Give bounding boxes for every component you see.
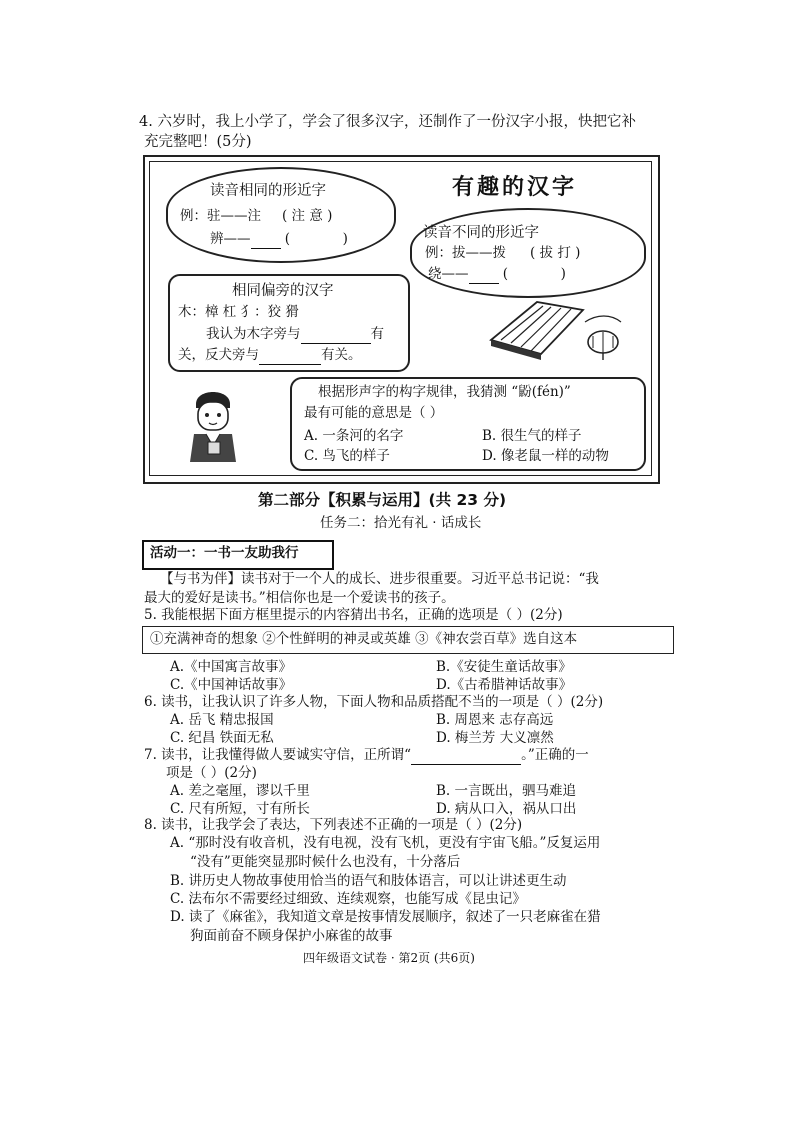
- part2-heading: 第二部分【积累与运用】(共 23 分): [258, 491, 507, 509]
- q5-option-a[interactable]: A.《中国寓言故事》: [170, 659, 293, 675]
- q4-line2: 充完整吧！(5分): [144, 134, 252, 150]
- diff-sound-blank[interactable]: [469, 283, 499, 284]
- q8-stem: 8. 读书，让我学会了表达，下列表述不正确的一项是（ ）(2分): [144, 817, 523, 833]
- radical-line2-a: 我认为木字旁与: [206, 326, 301, 342]
- q4-line1: 4. 六岁时，我上小学了，学会了很多汉字，还制作了一份汉字小报，快把它补: [139, 114, 636, 130]
- radical-line1: 木：樟 杠 犭：狡 猾: [178, 304, 299, 320]
- guess-option-a[interactable]: A. 一条河的名字: [304, 428, 404, 444]
- diff-sound-line2: [428, 264, 566, 284]
- q6-stem: 6. 读书，让我认识了许多人物，下面人物和品质搭配不当的一项是（ ）(2分): [144, 694, 604, 710]
- radical-line2-b: 有: [370, 326, 384, 342]
- poster-title: 有趣的汉字: [452, 174, 578, 200]
- same-sound-heading: 读音相同的形近字: [210, 183, 326, 199]
- q5-option-d[interactable]: D.《古希腊神话故事》: [436, 677, 573, 693]
- same-sound-blank[interactable]: [251, 248, 281, 249]
- q7-blank[interactable]: [411, 764, 521, 765]
- q7-option-a[interactable]: A. 差之毫厘，谬以千里: [170, 783, 310, 799]
- q5-hint-text: ①充满神奇的想象 ②个性鲜明的神灵或英雄 ③《神农尝百草》选自这本: [150, 631, 578, 647]
- page-footer: 四年级语文试卷 · 第2页 (共6页): [303, 951, 475, 965]
- diff-sound-line2-label: 绕——: [428, 266, 469, 282]
- same-sound-example: 例：驻——注: [180, 208, 261, 224]
- radical-line3-b: 有关。: [321, 347, 362, 363]
- q7-option-d[interactable]: D. 病从口入，祸从口出: [436, 801, 577, 817]
- diff-sound-example: 例：拔——拨: [425, 245, 506, 261]
- same-sound-paren-close: ): [342, 231, 348, 247]
- radical-blank-2[interactable]: [259, 364, 321, 365]
- diff-sound-paren-open: (: [502, 266, 509, 282]
- q6-option-d[interactable]: D. 梅兰芳 大义凛然: [436, 730, 554, 746]
- guess-option-c[interactable]: C. 鸟飞的样子: [304, 448, 390, 464]
- q5-option-c[interactable]: C.《中国神话故事》: [170, 677, 293, 693]
- q8-option-d-line1[interactable]: D. 读了《麻雀》，我知道文章是按事情发展顺序，叙述了一只老麻雀在猎: [170, 909, 601, 925]
- radical-line3: [178, 345, 362, 365]
- diff-sound-heading: 读音不同的形近字: [423, 225, 539, 241]
- q5-stem: 5. 我能根据下面方框里提示的内容猜出书名，正确的选项是（ ）(2分): [144, 607, 563, 623]
- bamboo-book-illustration: [485, 296, 635, 362]
- same-sound-paren-open: (: [284, 231, 291, 247]
- same-sound-example-answer: ( 注 意 ): [282, 208, 333, 224]
- q5-option-b[interactable]: B.《安徒生童话故事》: [436, 659, 572, 675]
- radical-line2: [206, 324, 384, 344]
- q7-stem-b: 。”正确的一: [521, 747, 589, 763]
- same-sound-line2: [210, 229, 348, 249]
- intro-line2: 最大的爱好是读书。”相信你也是一个爱读书的孩子。: [144, 590, 455, 606]
- q8-option-b[interactable]: B. 讲历史人物故事使用恰当的语气和肢体语言，可以让讲述更生动: [170, 873, 567, 889]
- q8-option-c[interactable]: C. 法布尔不需要经过细致、连续观察，也能写成《昆虫记》: [170, 891, 526, 907]
- intro-line1: 【与书为伴】读书对于一个人的成长、进步很重要。习近平总书记说：“我: [160, 571, 599, 587]
- diff-sound-example-answer: ( 拔 打 ): [530, 245, 581, 261]
- q7-option-c[interactable]: C. 尺有所短，寸有所长: [170, 801, 310, 817]
- same-sound-line2-label: 辨——: [210, 231, 251, 247]
- q7-option-b[interactable]: B. 一言既出，驷马难追: [436, 783, 577, 799]
- q8-option-a-line1[interactable]: A. “那时没有收音机，没有电视，没有飞机，更没有宇宙飞船。”反复运用: [170, 835, 601, 851]
- guess-line1: 根据形声字的构字规律，我猜测 “鼢(fén)”: [318, 384, 571, 400]
- scholar-figure-illustration: [182, 382, 244, 464]
- radical-blank-1[interactable]: [301, 343, 371, 344]
- q8-option-a-line2: “没有”更能突显那时候什么也没有，十分落后: [190, 854, 461, 870]
- guess-option-b[interactable]: B. 很生气的样子: [482, 428, 582, 444]
- diff-sound-paren-close: ): [560, 266, 566, 282]
- activity-heading: 活动一：一书一友助我行: [150, 545, 299, 561]
- task-heading: 任务二：拾光有礼 · 话成长: [320, 515, 482, 531]
- q6-option-a[interactable]: A. 岳飞 精忠报国: [170, 712, 274, 728]
- guess-line2: 最有可能的意思是（ ）: [304, 405, 444, 421]
- guess-option-d[interactable]: D. 像老鼠一样的动物: [482, 448, 609, 464]
- q7-stem-line2: 项是（ ）(2分): [166, 765, 257, 781]
- q7-stem-line1: [144, 745, 589, 765]
- q7-stem-a: 7. 读书，让我懂得做人要诚实守信，正所谓“: [144, 747, 412, 763]
- radical-heading: 相同偏旁的汉字: [232, 283, 334, 299]
- q6-option-b[interactable]: B. 周恩来 志存高远: [436, 712, 554, 728]
- radical-line3-a: 关，反犬旁与: [178, 347, 259, 363]
- q6-option-c[interactable]: C. 纪昌 铁面无私: [170, 730, 274, 746]
- q8-option-d-line2: 狗面前奋不顾身保护小麻雀的故事: [190, 928, 393, 944]
